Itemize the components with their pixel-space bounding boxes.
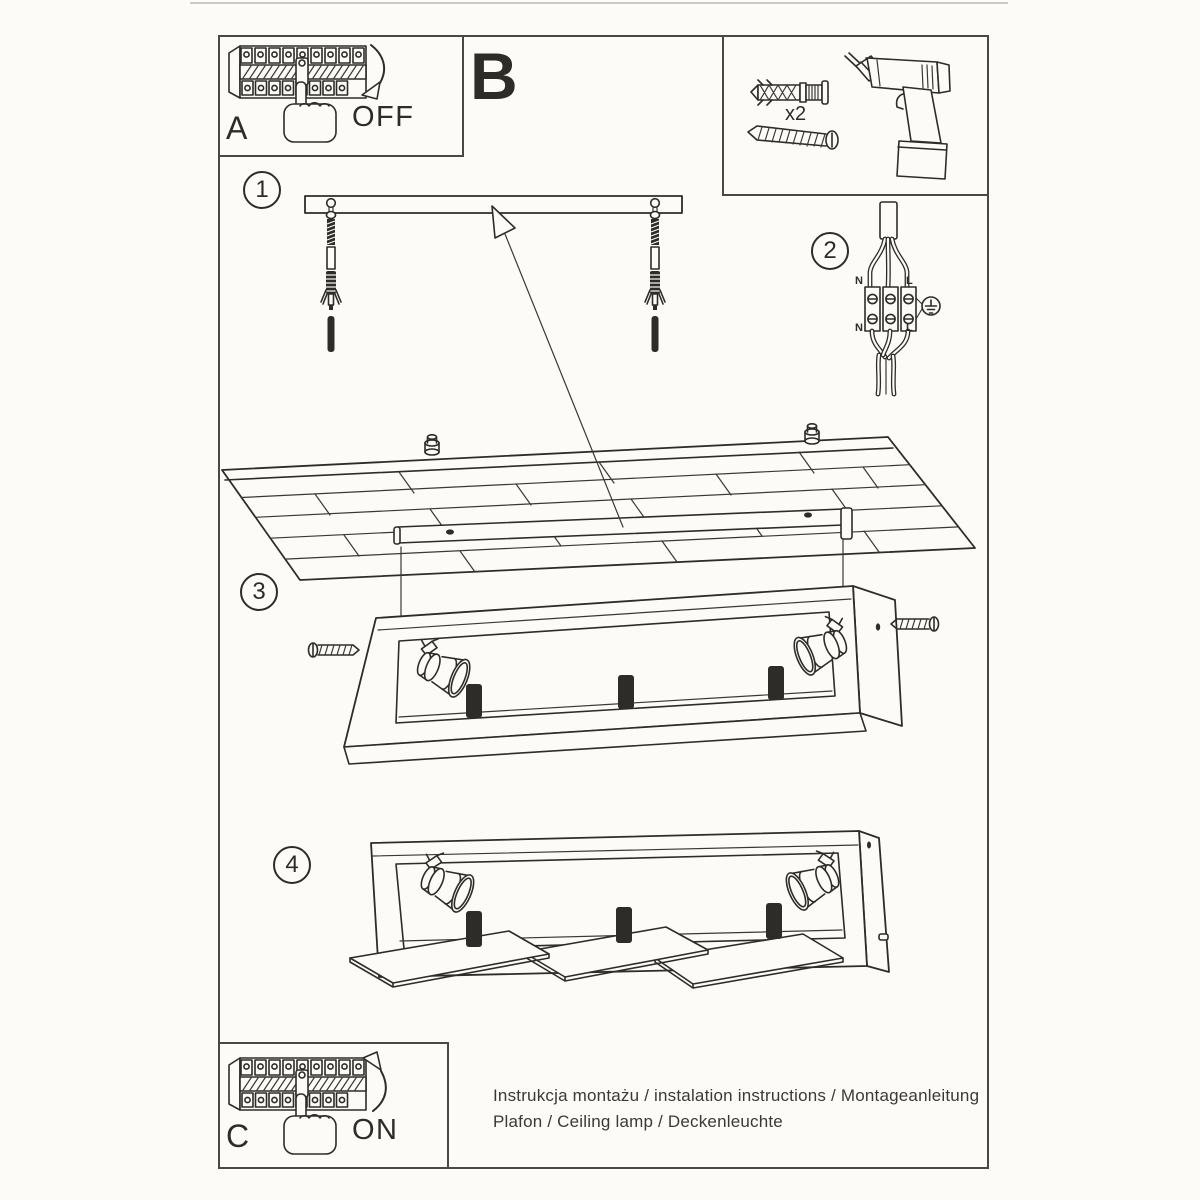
section-b-label: B bbox=[470, 39, 518, 113]
anchor-quantity-label: x2 bbox=[785, 103, 807, 125]
power-off-label: OFF bbox=[352, 101, 415, 133]
step-3-number: 3 bbox=[252, 578, 266, 605]
panel-a-label: A bbox=[226, 110, 248, 146]
step-1-badge bbox=[243, 171, 281, 209]
step-4-number: 4 bbox=[285, 851, 299, 878]
terminal-label-n-top: N bbox=[855, 275, 863, 287]
step-2-badge bbox=[811, 232, 849, 270]
power-on-label: ON bbox=[352, 1114, 399, 1146]
terminal-label-n-bottom: N bbox=[855, 322, 863, 334]
step-1-number: 1 bbox=[255, 176, 269, 203]
step-4-badge bbox=[273, 846, 311, 884]
terminal-label-l-bottom: L bbox=[906, 322, 913, 334]
panel-a-box bbox=[218, 35, 464, 157]
step-2-number: 2 bbox=[823, 237, 837, 264]
tools-box bbox=[722, 35, 989, 196]
terminal-label-l-top: L bbox=[906, 275, 913, 287]
step-3-badge bbox=[240, 573, 278, 611]
footer-instructions-title: Instrukcja montażu / instalation instructions / Montageanleitung bbox=[493, 1086, 980, 1105]
panel-c-box bbox=[218, 1042, 449, 1169]
sheet-outer-border bbox=[218, 35, 989, 1169]
panel-c-label: C bbox=[226, 1118, 250, 1154]
footer-product-name: Plafon / Ceiling lamp / Deckenleuchte bbox=[493, 1112, 783, 1131]
